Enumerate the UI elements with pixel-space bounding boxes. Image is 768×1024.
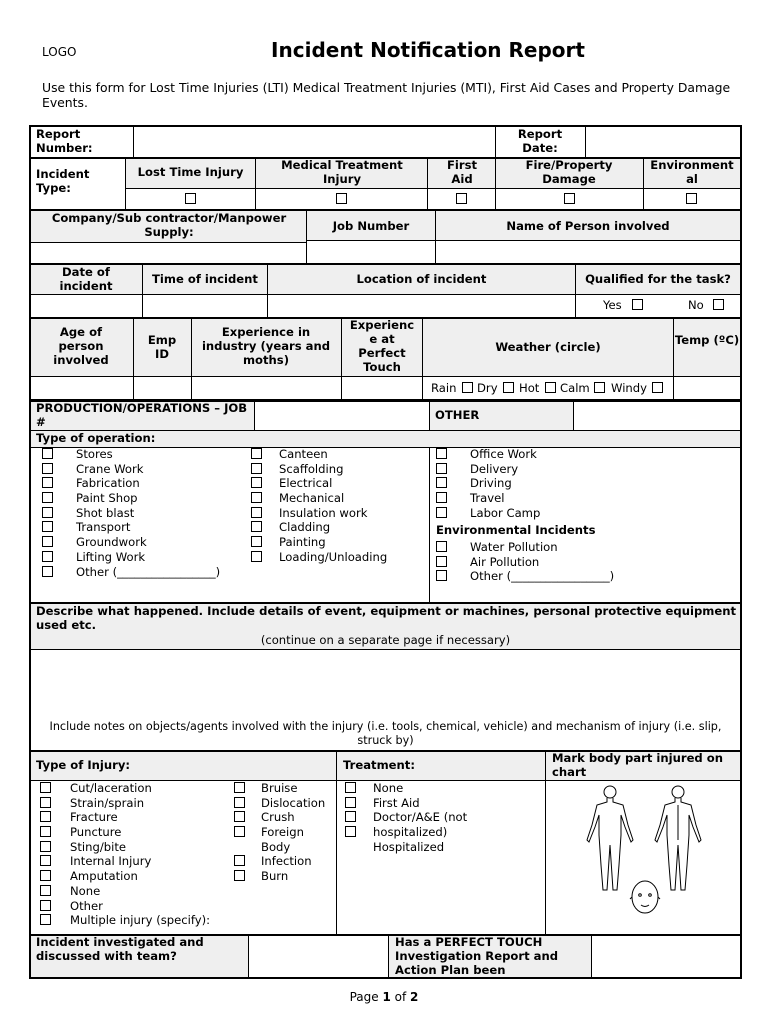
list-item[interactable]: [251, 447, 426, 462]
list-item[interactable]: [40, 796, 230, 811]
list-item-label: Amputation: [70, 869, 138, 884]
list-item-checkbox[interactable]: [251, 477, 262, 488]
report-number-field[interactable]: [133, 126, 496, 158]
body-chart-label: Mark body part injured on chart: [552, 751, 723, 779]
list-item-checkbox[interactable]: [436, 507, 447, 518]
list-item-checkbox[interactable]: [42, 507, 53, 518]
list-item-label: Canteen: [279, 447, 328, 461]
list-item-label: Insulation work: [279, 505, 368, 520]
list-item-label: Foreign: [261, 825, 304, 840]
list-item[interactable]: [40, 840, 230, 855]
list-item-label: Body: [261, 839, 291, 854]
list-item[interactable]: [436, 555, 726, 570]
list-item-label: Loading/Unloading: [279, 549, 388, 564]
list-item-checkbox[interactable]: [40, 855, 51, 866]
injury-list-col2: [234, 781, 334, 884]
other-label: OTHER: [435, 408, 480, 422]
weather-dry-label: Dry: [477, 381, 498, 395]
incident-type-lti: Lost Time Injury: [137, 165, 244, 179]
weather-dry-checkbox[interactable]: [503, 382, 514, 393]
list-item-checkbox[interactable]: [234, 826, 245, 837]
list-item-checkbox[interactable]: [42, 536, 53, 547]
weather-calm-checkbox[interactable]: [594, 382, 605, 393]
list-item[interactable]: [42, 462, 242, 477]
list-item-checkbox[interactable]: [345, 811, 356, 822]
list-item-checkbox[interactable]: [234, 870, 245, 881]
list-item-checkbox[interactable]: [436, 477, 447, 488]
list-item-checkbox[interactable]: [436, 492, 447, 503]
list-item-label: Travel: [470, 491, 505, 506]
list-item[interactable]: [42, 476, 242, 491]
list-item-checkbox[interactable]: [42, 566, 53, 577]
weather-windy-checkbox[interactable]: [652, 382, 663, 393]
list-item[interactable]: [436, 476, 726, 491]
list-item-label: Painting: [279, 535, 326, 550]
investigated-label: Incident investigated and discussed with team?: [36, 935, 204, 963]
list-item[interactable]: [436, 491, 726, 506]
list-item[interactable]: [345, 810, 540, 825]
list-item-label: Hospitalized: [373, 839, 445, 854]
date-of-incident-label: Date of incident: [59, 265, 113, 293]
qualified-label: Qualified for the task?: [585, 272, 731, 286]
list-item[interactable]: [436, 462, 726, 477]
list-item[interactable]: [40, 810, 230, 825]
list-item-checkbox[interactable]: [40, 914, 51, 925]
list-item-label: Multiple injury (specify):: [70, 913, 211, 928]
incident-type-label: Incident Type:: [36, 167, 90, 195]
list-item-label: Lifting Work: [76, 549, 146, 564]
page-of: of: [390, 990, 411, 1004]
list-item[interactable]: [40, 899, 230, 914]
weather-calm-label: Calm: [560, 381, 590, 395]
list-item-label: Shot blast: [76, 505, 135, 520]
describe-label: Describe what happened. Include details of event, equipment or machines, personal protective equipment used etc.: [36, 604, 736, 632]
incident-type-mti: Medical Treatment Injury: [281, 158, 403, 186]
list-item[interactable]: [234, 781, 334, 796]
list-item-checkbox[interactable]: [436, 570, 447, 581]
list-item-label: Transport: [76, 520, 131, 535]
weather-hot-checkbox[interactable]: [545, 382, 556, 393]
list-item-label: Driving: [470, 476, 512, 491]
list-item-label: Bruise: [261, 781, 298, 795]
list-item-checkbox[interactable]: [251, 492, 262, 503]
first-aid-checkbox[interactable]: [456, 193, 467, 204]
job-number-label: Job Number: [332, 219, 410, 233]
report-number-label: Report Number:: [36, 127, 93, 155]
qualified-no-checkbox[interactable]: [713, 299, 724, 310]
qualified-no-label: No: [688, 298, 704, 312]
list-item[interactable]: [251, 550, 426, 565]
list-item[interactable]: [234, 810, 334, 825]
list-item[interactable]: [40, 913, 230, 928]
list-item-checkbox[interactable]: [251, 551, 262, 562]
list-item[interactable]: [40, 854, 230, 869]
incident-type-fire: Fire/Property Damage: [525, 158, 613, 186]
list-item-checkbox[interactable]: [345, 797, 356, 808]
list-item-label: Paint Shop: [76, 491, 138, 506]
list-item[interactable]: [42, 565, 242, 580]
list-item-label: Labor Camp: [470, 505, 541, 520]
report-date-field[interactable]: [585, 126, 741, 158]
list-item-checkbox[interactable]: [234, 855, 245, 866]
list-item-checkbox[interactable]: [42, 492, 53, 503]
list-item[interactable]: [251, 520, 426, 535]
list-item[interactable]: [42, 550, 242, 565]
list-item-checkbox[interactable]: [42, 521, 53, 532]
age-label: Age of person involved: [53, 325, 109, 367]
experience-industry-label: Experience in industry (years and moths): [201, 325, 331, 367]
list-item-label: Internal Injury: [70, 854, 152, 869]
qualified-yes-label: Yes: [603, 298, 622, 312]
list-item[interactable]: [345, 796, 540, 811]
list-item-label: Infection: [261, 854, 312, 869]
weather-label: Weather (circle): [495, 340, 601, 354]
emp-id-label: Emp ID: [147, 333, 177, 361]
list-item-label: Cladding: [279, 520, 331, 535]
list-item-label: Other (_________________): [470, 569, 615, 584]
list-item-checkbox[interactable]: [251, 521, 262, 532]
list-item-label: Scaffolding: [279, 461, 344, 476]
list-item-label: None: [70, 883, 101, 898]
list-item-label: Groundwork: [76, 535, 147, 550]
list-item-checkbox[interactable]: [234, 797, 245, 808]
list-item-checkbox[interactable]: [251, 536, 262, 547]
investigated-field[interactable]: [248, 935, 389, 978]
list-item-checkbox[interactable]: [40, 885, 51, 896]
list-item-label: Office Work: [470, 447, 537, 461]
location-label: Location of incident: [356, 272, 487, 286]
list-item-checkbox[interactable]: [42, 448, 53, 459]
list-item-label: Air Pollution: [470, 554, 540, 569]
page-title: Incident Notification Report: [271, 38, 585, 62]
list-item[interactable]: [42, 535, 242, 550]
environment-checkbox[interactable]: [686, 193, 697, 204]
list-item[interactable]: [40, 825, 230, 840]
page-number: 1: [382, 990, 391, 1004]
qualified-yes-checkbox[interactable]: [632, 299, 643, 310]
list-item-label: Fabrication: [76, 476, 140, 491]
operation-list-col1: [42, 447, 242, 579]
list-item-checkbox[interactable]: [345, 826, 356, 837]
perfect-touch-field[interactable]: [591, 935, 741, 978]
injury-notes: Include notes on objects/agents involved with the injury (i.e. tools, chemical, vehicle) and mechanism of injury (i.e. slip, struck by): [49, 720, 722, 747]
list-item[interactable]: [234, 869, 334, 884]
list-item-checkbox[interactable]: [40, 782, 51, 793]
incident-type-environment: Environment al: [650, 158, 734, 186]
list-item-label: hospitalized): [373, 825, 448, 840]
company-label: Company/Sub contractor/Manpower Supply:: [51, 211, 287, 239]
list-item[interactable]: [42, 491, 242, 506]
continue-note: (continue on a separate page if necessary): [260, 633, 511, 647]
environmental-list: [436, 540, 726, 584]
logo-text: LOGO: [42, 45, 77, 59]
body-back-figure: [655, 786, 701, 890]
list-item[interactable]: [251, 506, 426, 521]
list-item-label: Cut/laceration: [70, 781, 152, 795]
list-item-checkbox[interactable]: [436, 448, 447, 459]
body-front-figure: [587, 786, 633, 890]
list-item-label: None: [373, 781, 404, 795]
weather-rain-label: Rain: [431, 381, 457, 395]
list-item[interactable]: [42, 520, 242, 535]
list-item-checkbox[interactable]: [40, 811, 51, 822]
list-item-label: Other (_________________): [76, 564, 221, 579]
list-item-checkbox[interactable]: [436, 463, 447, 474]
list-item-checkbox[interactable]: [436, 541, 447, 552]
list-item-label: Water Pollution: [470, 540, 558, 554]
list-item-checkbox[interactable]: [42, 477, 53, 488]
list-item-label: Strain/sprain: [70, 795, 145, 810]
operation-list-col3: [436, 447, 726, 520]
list-item-checkbox[interactable]: [40, 841, 51, 852]
list-item-checkbox[interactable]: [42, 463, 53, 474]
list-item-checkbox[interactable]: [251, 463, 262, 474]
treatment-list: [345, 781, 540, 854]
head-figure: [630, 881, 660, 913]
page-footer: [0, 990, 768, 1004]
list-item[interactable]: [436, 447, 726, 462]
list-item[interactable]: [234, 825, 334, 840]
fire-checkbox[interactable]: [564, 193, 575, 204]
weather-windy-label: Windy: [611, 381, 647, 395]
list-item-label: Crane Work: [76, 461, 144, 476]
weather-rain-checkbox[interactable]: [462, 382, 473, 393]
person-involved-label: Name of Person involved: [506, 219, 670, 233]
experience-pt-label: Experienc e at Perfect Touch: [349, 318, 415, 374]
body-chart-image[interactable]: [570, 780, 720, 925]
page-prefix: Page: [349, 990, 383, 1004]
list-item[interactable]: [251, 535, 426, 550]
operation-type-label: Type of operation:: [36, 431, 156, 445]
list-item-label: Other: [70, 898, 103, 913]
list-item[interactable]: [251, 462, 426, 477]
time-of-incident-label: Time of incident: [152, 272, 258, 286]
list-item-label: Mechanical: [279, 491, 345, 506]
list-item[interactable]: [42, 447, 242, 462]
list-item-label: Stores: [76, 447, 113, 461]
incident-type-first-aid: First Aid: [446, 158, 478, 186]
injury-list-col1: [40, 781, 230, 928]
list-item-label: Puncture: [70, 825, 122, 840]
list-item-checkbox[interactable]: [40, 797, 51, 808]
treatment-label: Treatment:: [343, 758, 415, 772]
list-item-label: Electrical: [279, 476, 333, 491]
list-item[interactable]: [436, 540, 726, 555]
production-label: PRODUCTION/OPERATIONS – JOB #: [36, 401, 248, 429]
weather-hot-label: Hot: [519, 381, 540, 395]
mti-checkbox[interactable]: [336, 193, 347, 204]
list-item[interactable]: [40, 869, 230, 884]
page-total: 2: [410, 990, 419, 1004]
list-item[interactable]: [345, 840, 540, 855]
report-date-label: Report Date:: [517, 127, 563, 155]
list-item-label: Sting/bite: [70, 839, 126, 854]
lti-checkbox[interactable]: [185, 193, 196, 204]
list-item[interactable]: [251, 476, 426, 491]
environmental-label: Environmental Incidents: [436, 523, 596, 537]
injury-type-label: Type of Injury:: [36, 758, 131, 772]
list-item-checkbox[interactable]: [234, 782, 245, 793]
list-item-checkbox[interactable]: [436, 556, 447, 567]
list-item-label: Dislocation: [261, 795, 326, 810]
list-item-label: Crush: [261, 810, 295, 825]
list-item-label: Burn: [261, 869, 289, 884]
temp-label: Temp (ºC): [674, 333, 740, 347]
list-item-checkbox[interactable]: [345, 782, 356, 793]
list-item[interactable]: [40, 781, 230, 796]
list-item-checkbox[interactable]: [251, 507, 262, 518]
list-item-checkbox[interactable]: [40, 826, 51, 837]
list-item-label: Fracture: [70, 810, 118, 825]
list-item[interactable]: [345, 825, 540, 840]
list-item-checkbox[interactable]: [40, 870, 51, 881]
list-item-checkbox[interactable]: [40, 900, 51, 911]
list-item[interactable]: [234, 796, 334, 811]
list-item[interactable]: [251, 491, 426, 506]
list-item[interactable]: [436, 506, 726, 521]
intro-text: Use this form for Lost Time Injuries (LTI) Medical Treatment Injuries (MTI), First Aid Cases and Property Damage Events.: [42, 80, 731, 110]
list-item[interactable]: [234, 854, 334, 869]
perfect-touch-label: Has a PERFECT TOUCH Investigation Report and Action Plan been: [395, 935, 559, 977]
list-item-label: First Aid: [373, 795, 420, 810]
list-item[interactable]: [40, 884, 230, 899]
operation-list-col2: [251, 447, 426, 565]
list-item-checkbox[interactable]: [251, 448, 262, 459]
list-item[interactable]: [436, 569, 726, 584]
list-item-checkbox[interactable]: [42, 551, 53, 562]
list-item[interactable]: [345, 781, 540, 796]
list-item-checkbox[interactable]: [234, 811, 245, 822]
list-item[interactable]: [234, 840, 334, 855]
list-item-label: Delivery: [470, 461, 519, 476]
list-item[interactable]: [42, 506, 242, 521]
list-item-label: Doctor/A&E (not: [373, 810, 468, 825]
